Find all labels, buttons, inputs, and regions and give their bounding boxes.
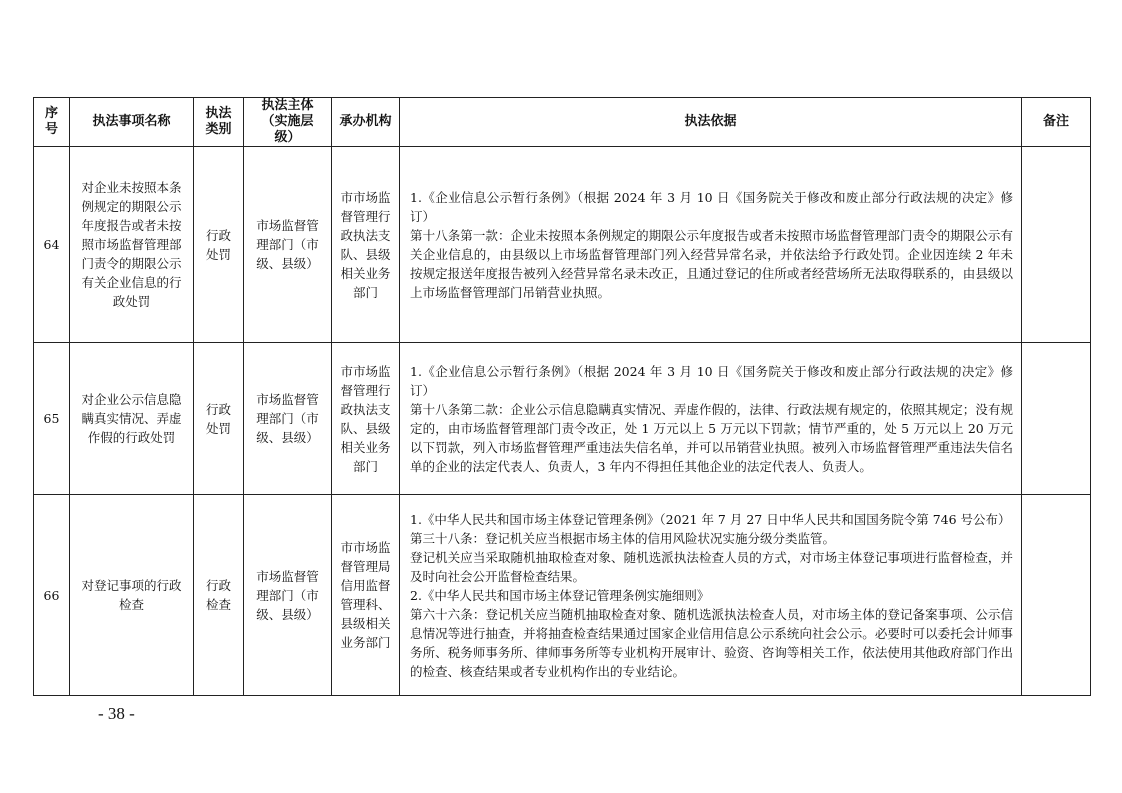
basis-paragraph: 1.《中华人民共和国市场主体登记管理条例》（2021 年 7 月 27 日中华人民共和国国务院令第 746 号公布） [410,511,1011,527]
basis-paragraph: 登记机关应当采取随机抽取检查对象、随机选派执法检查人员的方式，对市场主体登记事项进行监督检查，并及时向社会公开监督检查结果。 [410,549,1013,584]
basis-paragraph: 第十八条第二款：企业公示信息隐瞒真实情况、弄虚作假的，法律、行政法规有规定的，依照其规定；没有规定的，由市场监督管理部门责令改正，处 1 万元以上 5 万元以下罚款；情节严重的，处 5 万元以上 20 万元以下罚款，列入市场监督管理严重违法失信名单，并可以吊销营业执照。被列入市场监督管理严重违法失信名单的企业的法定代表人、负责人，3 年内不得担任其他企业的法定代表人、负责人。 [410,401,1013,474]
header-basis: 执法依据 [400,98,1022,147]
row-remark [1022,495,1091,696]
row-subject: 市场监督管理部门（市级、县级） [256,218,319,271]
row-index: 65 [34,343,70,495]
header-name: 执法事项名称 [70,98,194,147]
header-category: 执法类别 [194,98,244,147]
row-name: 对企业公示信息隐瞒真实情况、弄虚作假的行政处罚 [81,392,182,445]
row-agency: 市市场监督管理局信用监督管理科、县级相关业务部门 [340,540,391,650]
row-remark [1022,343,1091,495]
row-basis [400,362,1021,476]
row-name: 对企业未按照本条例规定的期限公示年度报告或者未按照市场监督管理部门责令的期限公示有关企业信息的行政处罚 [81,180,182,309]
header-agency: 承办机构 [332,98,400,147]
row-remark [1022,147,1091,343]
row-category: 行政检查 [206,578,232,612]
row-index: 64 [34,147,70,343]
row-agency: 市市场监督管理行政执法支队、县级相关业务部门 [340,363,391,474]
page-number: - 38 - [98,704,135,723]
basis-paragraph: 1.《企业信息公示暂行条例》（根据 2024 年 3 月 10 日《国务院关于修改和废止部分行政法规的决定》修订） [410,189,1013,224]
table-header-row [34,98,1091,147]
header-remark: 备注 [1022,98,1091,147]
row-agency: 市市场监督管理行政执法支队、县级相关业务部门 [340,189,391,300]
row-basis [400,188,1021,302]
basis-paragraph: 第十八条第一款：企业未按照本条例规定的期限公示年度报告或者未按照市场监督管理部门责令的期限公示有关企业信息的，由县级以上市场监督管理部门列入经营异常名录，并依法给予行政处罚。企业因连续 2 年未按规定报送年度报告被列入经营异常名录未改正，且通过登记的住所或者经营场所无法取得联系的，由县级以上市场监督管理部门吊销营业执照。 [410,227,1013,300]
row-subject: 市场监督管理部门（市级、县级） [256,392,319,445]
basis-paragraph: 2.《中华人民共和国市场主体登记管理条例实施细则》 [410,587,710,603]
row-index: 66 [34,495,70,696]
table-row [34,495,1091,696]
row-basis [400,510,1021,681]
table-row [34,147,1091,343]
basis-paragraph: 1.《企业信息公示暂行条例》（根据 2024 年 3 月 10 日《国务院关于修改和废止部分行政法规的决定》修订） [410,363,1013,398]
row-category: 行政处罚 [206,227,232,262]
row-subject: 市场监督管理部门（市级、县级） [256,568,319,622]
law-enforcement-table [33,97,1091,696]
header-index: 序号 [34,98,70,147]
basis-paragraph: 第三十八条：登记机关应当根据市场主体的信用风险状况实施分级分类监管。 [410,530,836,546]
row-category: 行政处罚 [206,401,232,436]
row-name: 对登记事项的行政检查 [81,578,182,612]
table-row [34,343,1091,495]
header-subject: 执法主体（实施层级） [244,98,332,147]
basis-paragraph: 第六十六条：登记机关应当随机抽取检查对象、随机选派执法检查人员，对市场主体的登记备案事项、公示信息情况等进行抽查，并将抽查检查结果通过国家企业信用信息公示系统向社会公示。必要时可以委托会计师事务所、税务师事务所、律师事务所等专业机构开展审计、验资、咨询等相关工作，依法使用其他政府部门作出的检查、核查结果或者专业机构作出的专业结论。 [410,606,1013,679]
